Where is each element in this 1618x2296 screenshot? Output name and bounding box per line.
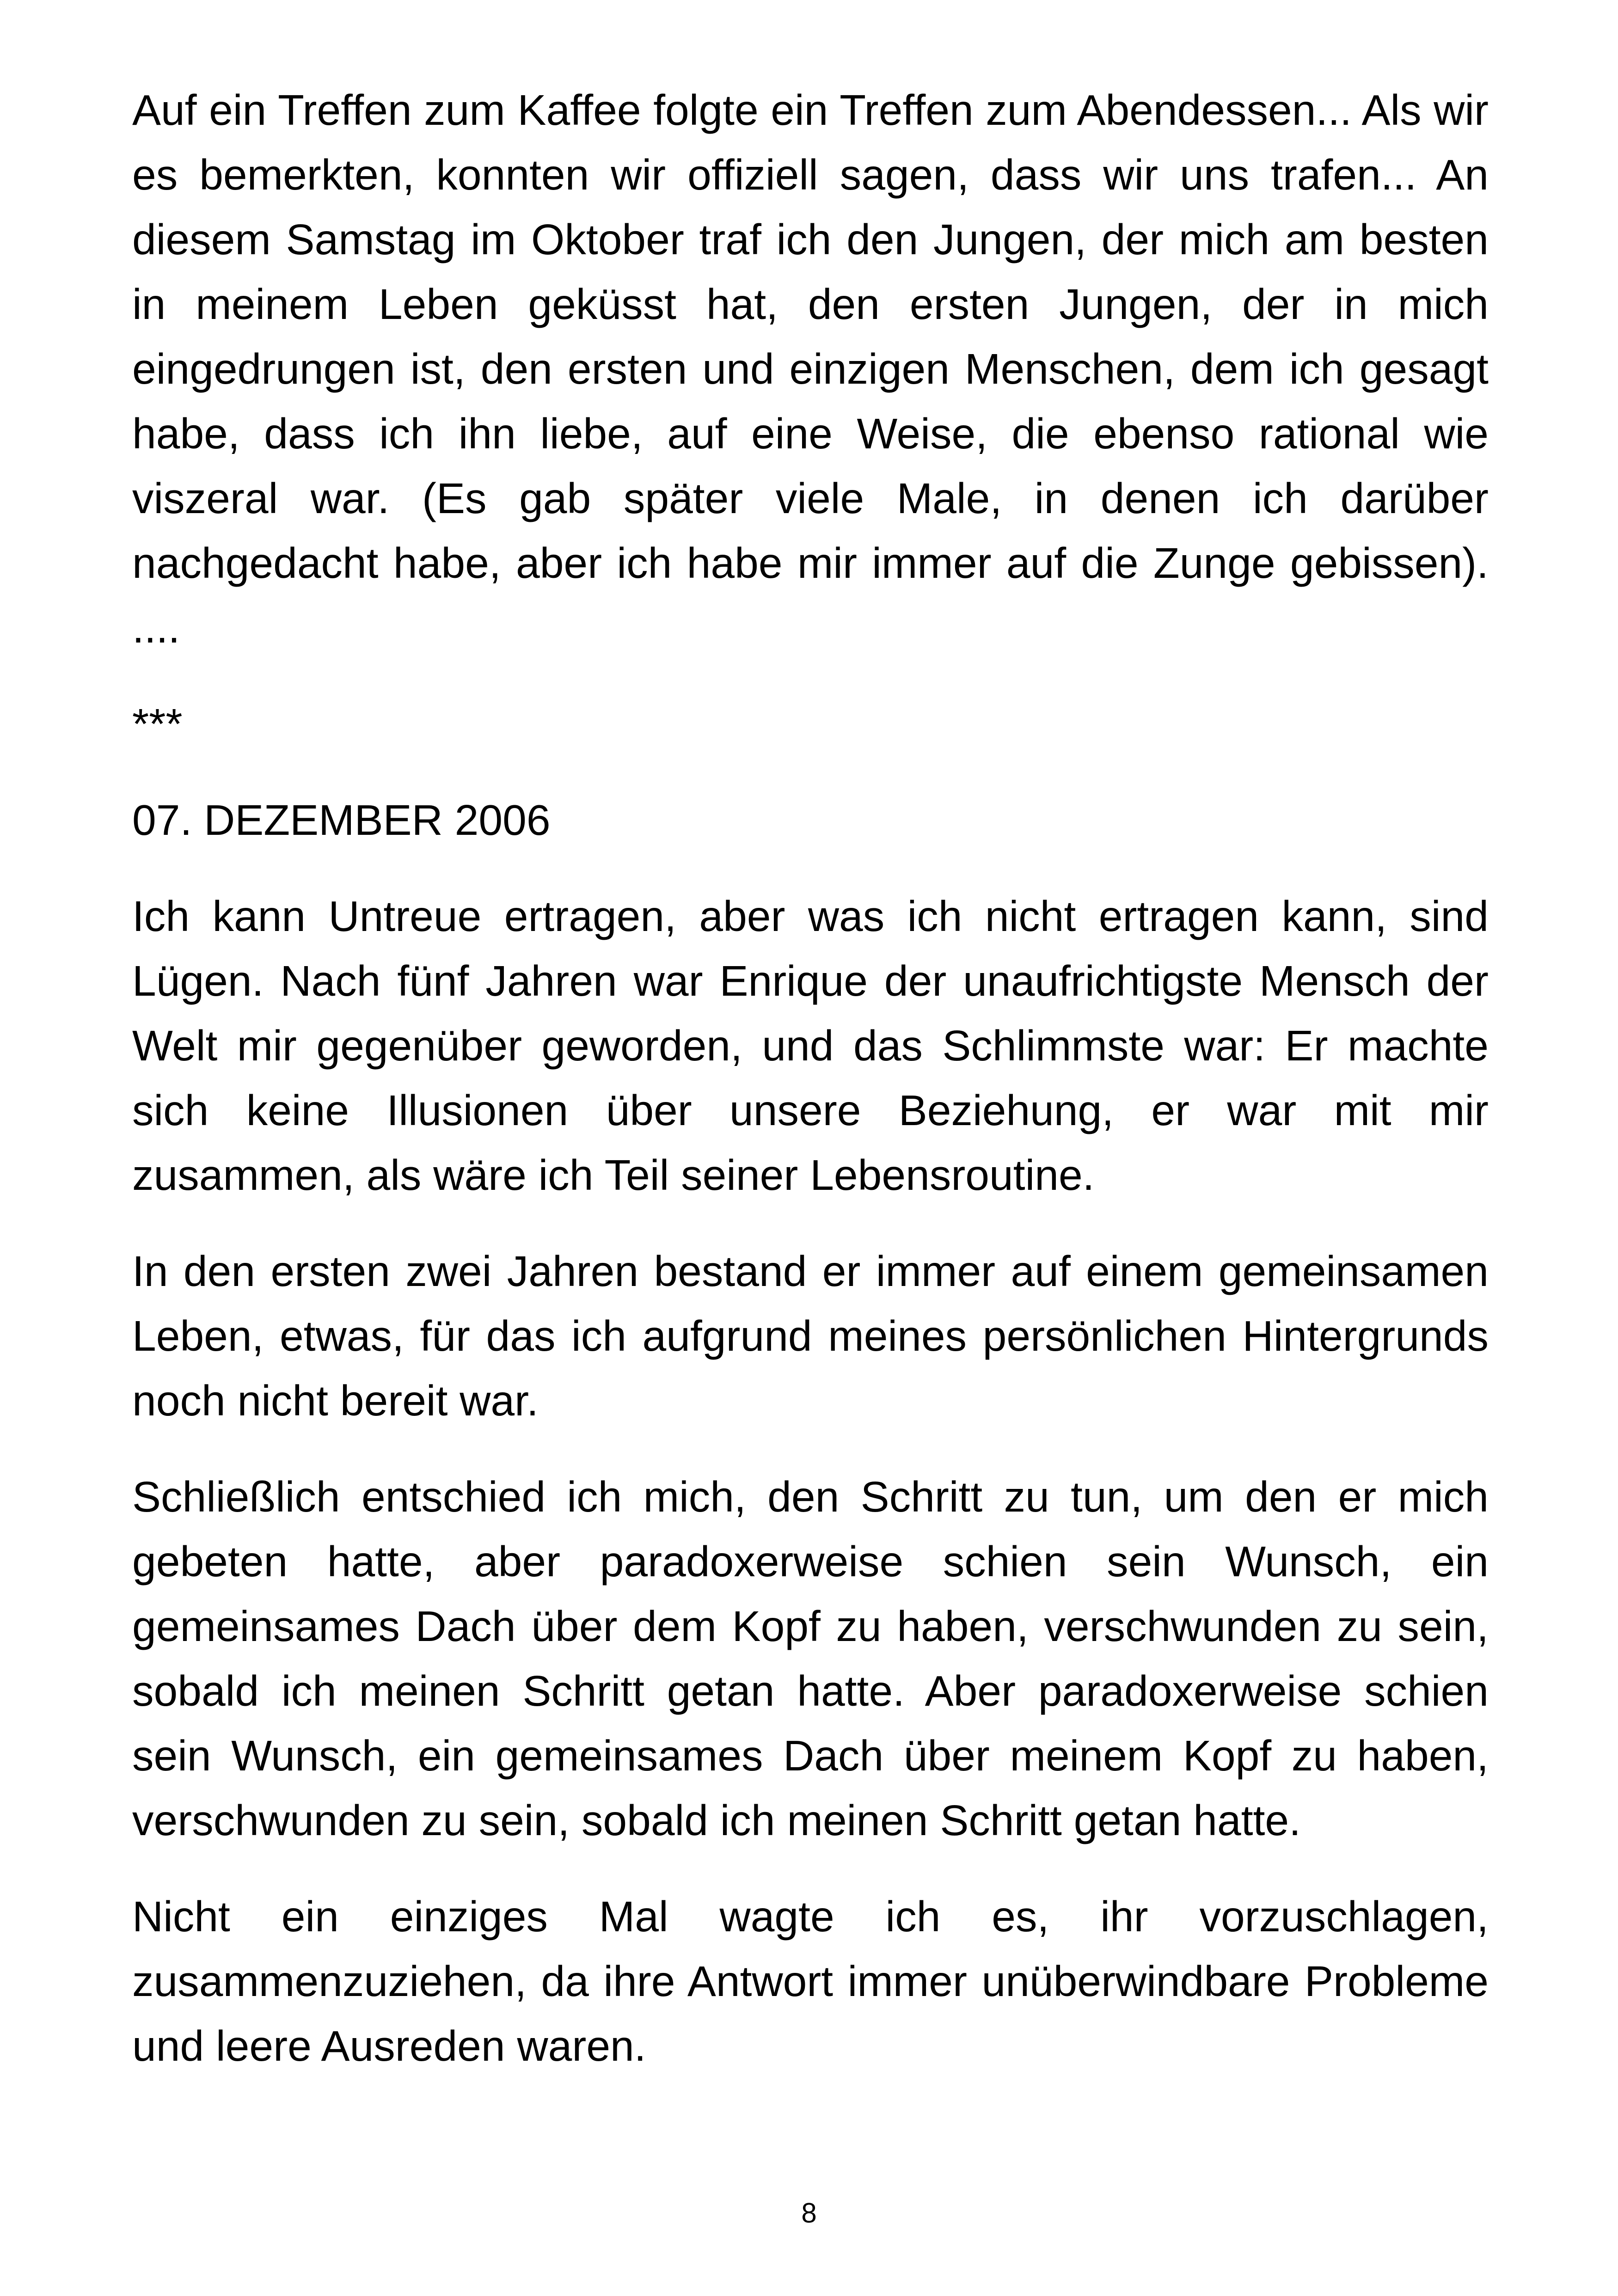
page-body [132, 78, 1489, 2110]
page-number: 8 [801, 2198, 817, 2229]
paragraph-untreue: Ich kann Untreue ertragen, aber was ich nicht ertragen kann, sind Lügen. Nach fünf Jahren war Enrique der unaufrichtigste Mensch der Welt mir gegenüber geworden, und das Schlimmste war: Er machte sich keine Illusionen über unsere Beziehung, er war mit mir zusammen, als wäre ich Teil seiner Lebensroutine. [132, 892, 1489, 1199]
date-heading: 07. DEZEMBER 2006 [132, 796, 551, 844]
paragraph-first-two-years: In den ersten zwei Jahren bestand er immer auf einem gemeinsamen Leben, etwas, für das ich aufgrund meines persönlichen Hintergrunds noch nicht bereit war. [132, 1247, 1489, 1425]
section-separator: *** [132, 700, 183, 748]
paragraph-coffee-meeting: Auf ein Treffen zum Kaffee folgte ein Treffen zum Abendessen... Als wir es bemerkten, konnten wir offiziell sagen, dass wir uns trafen... An diesem Samstag im Oktober traf ich den Jungen, der mich am besten in meinem Leben geküsst hat, den ersten Jungen, der in mich eingedrungen ist, den ersten und einzigen Menschen, dem ich gesagt habe, dass ich ihn liebe, auf eine Weise, die ebenso rational wie viszeral war. (Es gab später viele Male, in denen ich darüber nachgedacht habe, aber ich habe mir immer auf die Zunge gebissen). .... [132, 86, 1489, 652]
paragraph-nicht-ein-einziges-mal: Nicht ein einziges Mal wagte ich es, ihr vorzuschlagen, zusammenzuziehen, da ihre Antwort immer unüberwindbare Probleme und leere Ausreden waren. [132, 1892, 1489, 2070]
paragraph-schliesslich: Schließlich entschied ich mich, den Schritt zu tun, um den er mich gebeten hatte, aber paradoxerweise schien sein Wunsch, ein gemeinsames Dach über dem Kopf zu haben, verschwunden zu sein, sobald ich meinen Schritt getan hatte. Aber paradoxerweise schien sein Wunsch, ein gemeinsames Dach über meinem Kopf zu haben, verschwunden zu sein, sobald ich meinen Schritt getan hatte. [132, 1473, 1489, 1844]
